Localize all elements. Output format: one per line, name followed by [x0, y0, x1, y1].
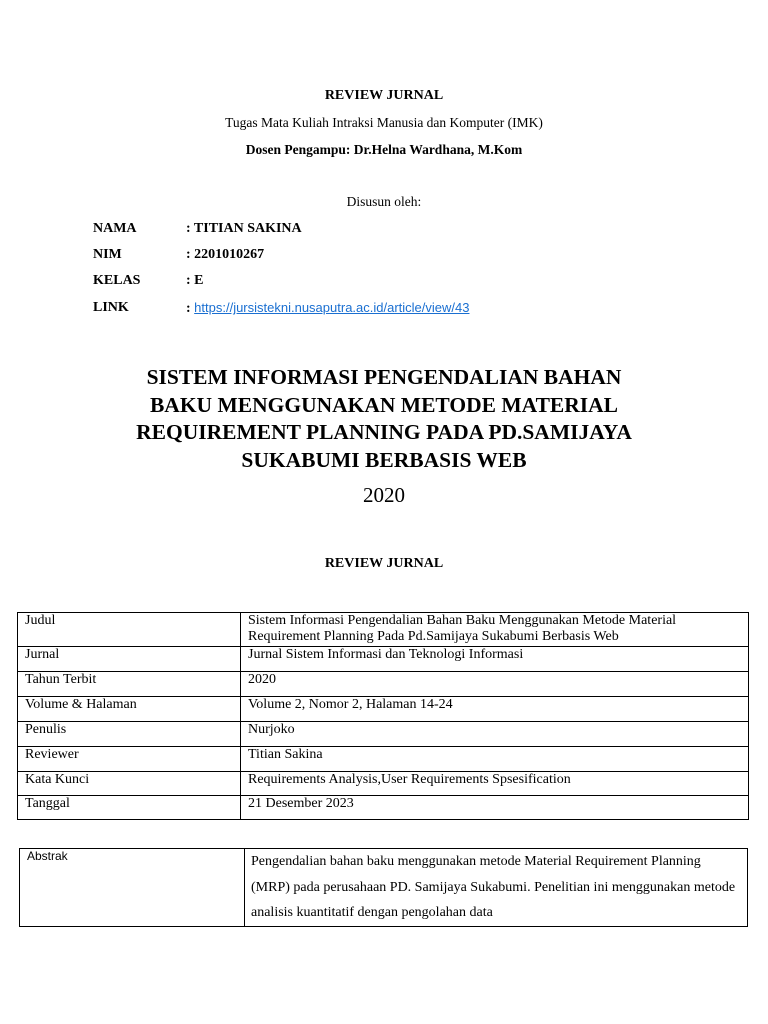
kelas-value: : E — [186, 273, 204, 288]
row-value: Titian Sakina — [241, 747, 749, 772]
review-heading: REVIEW JURNAL — [324, 556, 444, 571]
row-label: Jurnal — [18, 647, 241, 672]
table-row — [18, 722, 749, 747]
nama-value: : TITIAN SAKINA — [186, 221, 302, 236]
review-table — [17, 612, 749, 820]
prepared-by: Disusun oleh: — [346, 194, 422, 209]
row-label: Volume & Halaman — [18, 697, 241, 722]
journal-title-line: REQUIREMENT PLANNING PADA PD.SAMIJAYA — [136, 420, 632, 444]
row-value: Requirements Analysis,User Requirements Spsesification — [241, 772, 749, 796]
nim-label: NIM — [93, 247, 122, 262]
row-label: Tanggal — [18, 796, 241, 820]
row-value: Volume 2, Nomor 2, Halaman 14-24 — [241, 697, 749, 722]
row-value: 21 Desember 2023 — [241, 796, 749, 820]
row-value: 2020 — [241, 672, 749, 697]
row-value: Sistem Informasi Pengendalian Bahan Baku Menggunakan Metode Material Requirement Planning Pada Pd.Samijaya Sukabumi Berbasis Web — [241, 613, 749, 647]
link-prefix: : — [186, 301, 191, 316]
table-row — [18, 772, 749, 796]
lecturer: Dosen Pengampu: Dr.Helna Wardhana, M.Kom — [245, 142, 523, 157]
nama-label: NAMA — [93, 221, 137, 236]
abstract-table — [19, 848, 748, 927]
row-label: Kata Kunci — [18, 772, 241, 796]
journal-year: 2020 — [363, 483, 405, 507]
journal-title-line: BAKU MENGGUNAKAN METODE MATERIAL — [149, 392, 619, 417]
row-value: Nurjoko — [241, 722, 749, 747]
row-label: Tahun Terbit — [18, 672, 241, 697]
row-label: Penulis — [18, 722, 241, 747]
abstract-label: Abstrak — [20, 849, 245, 927]
table-row — [20, 849, 748, 927]
table-row — [18, 796, 749, 820]
link-label: LINK — [93, 300, 129, 315]
course-name: Tugas Mata Kuliah Intraksi Manusia dan Komputer (IMK) — [225, 115, 543, 130]
journal-link[interactable]: https://jursistekni.nusaputra.ac.id/article/view/43 — [194, 300, 470, 315]
row-value: Jurnal Sistem Informasi dan Teknologi Informasi — [241, 647, 749, 672]
row-label: Reviewer — [18, 747, 241, 772]
nim-value: : 2201010267 — [186, 247, 265, 262]
journal-title-line: SISTEM INFORMASI PENGENDALIAN BAHAN — [146, 365, 622, 389]
table-row — [18, 672, 749, 697]
document-title: REVIEW JURNAL — [324, 88, 444, 103]
table-row — [18, 697, 749, 722]
kelas-label: KELAS — [93, 273, 141, 288]
row-label: Judul — [18, 613, 241, 647]
journal-title — [84, 364, 684, 474]
link-field — [186, 300, 469, 317]
abstract-text: Pengendalian bahan baku menggunakan metode Material Requirement Planning (MRP) pada perusahaan PD. Samijaya Sukabumi. Penelitian ini menggunakan metode analisis kuantitatif dengan pengolahan data — [245, 849, 748, 927]
journal-title-line: SUKABUMI BERBASIS WEB — [241, 447, 527, 472]
table-row — [18, 647, 749, 672]
table-row — [18, 613, 749, 647]
table-row — [18, 747, 749, 772]
